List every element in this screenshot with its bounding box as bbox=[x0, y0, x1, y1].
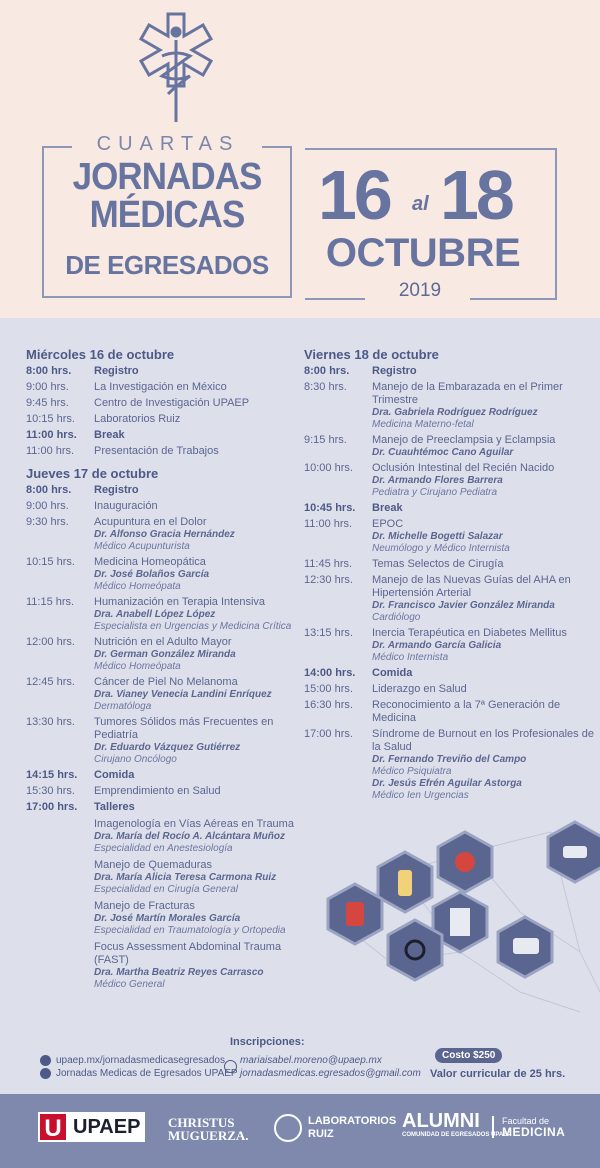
event-details bbox=[94, 413, 301, 426]
event-time: 13:15 hrs. bbox=[304, 627, 353, 639]
day1-events bbox=[26, 365, 301, 458]
event-speaker-role: Dermatóloga bbox=[94, 701, 152, 712]
upaep-logo bbox=[38, 1112, 145, 1142]
hex-stethoscope bbox=[388, 920, 442, 980]
event-time: 14:15 hrs. bbox=[26, 769, 78, 781]
taller-speaker-role: Especialidad en Traumatología y Ortopedia bbox=[94, 925, 286, 936]
event-title: Liderazgo en Salud bbox=[372, 683, 467, 695]
laboratorios-ruiz-logo bbox=[274, 1114, 396, 1142]
event-details bbox=[94, 397, 301, 410]
schedule-right-column bbox=[304, 345, 594, 805]
event-title: Registro bbox=[372, 365, 417, 377]
taller-title: Focus Assessment Abdominal Trauma (FAST) bbox=[94, 941, 282, 966]
taller-speaker: Dr. José Martín Morales García bbox=[94, 913, 241, 924]
web-links bbox=[40, 1054, 238, 1080]
schedule-item bbox=[304, 518, 594, 555]
event-details bbox=[372, 381, 594, 431]
cost-badge: Costo $250 bbox=[435, 1048, 502, 1063]
medical-hexagon-graphic bbox=[320, 812, 600, 1052]
event-time: 12:30 hrs. bbox=[304, 574, 353, 586]
registration-label: Inscripciones: bbox=[230, 1036, 305, 1048]
event-title: Nutrición en el Adulto Mayor bbox=[94, 636, 232, 648]
facebook-text: Jornadas Medicas de Egresados UPAEP bbox=[56, 1068, 238, 1079]
event-title: Centro de Investigación UPAEP bbox=[94, 397, 250, 409]
event-time: 9:00 hrs. bbox=[26, 381, 69, 393]
schedule-item bbox=[304, 699, 594, 725]
event-month: OCTUBRE bbox=[325, 231, 521, 275]
schedule-item bbox=[26, 381, 301, 394]
event-title bbox=[59, 158, 274, 234]
taller-title: Imagenología en Vías Aéreas en Trauma bbox=[94, 818, 294, 830]
event-speaker: Dra. Anabell López López bbox=[94, 609, 216, 620]
event-details bbox=[372, 365, 594, 378]
schedule-item bbox=[26, 429, 301, 442]
caduceus-star-of-life-icon bbox=[128, 10, 224, 122]
schedule-item bbox=[26, 516, 301, 553]
taller-item bbox=[94, 941, 301, 991]
event-details bbox=[372, 462, 594, 499]
event-details bbox=[94, 484, 301, 497]
taller-item bbox=[94, 859, 301, 896]
event-time: 17:00 hrs. bbox=[26, 801, 78, 813]
event-details bbox=[94, 381, 301, 394]
event-speaker: Dra. Vianey Venecia Landini Enríquez bbox=[94, 689, 272, 700]
event-speaker-role: Médico Ien Urgencias bbox=[372, 790, 469, 801]
event-title: Oclusión Intestinal del Recién Nacido bbox=[372, 462, 555, 474]
day3-events bbox=[304, 365, 594, 802]
lab-line-1: LABORATORIOS bbox=[308, 1115, 397, 1127]
event-title: Medicina Homeopática bbox=[94, 556, 206, 568]
event-details bbox=[372, 518, 594, 555]
schedule-item bbox=[304, 683, 594, 696]
event-time: 9:45 hrs. bbox=[26, 397, 69, 409]
schedule-item bbox=[304, 574, 594, 624]
event-title: Comida bbox=[94, 769, 135, 781]
event-speaker-role: Especialista en Urgencias y Medicina Crítica bbox=[94, 621, 292, 632]
event-details bbox=[94, 769, 301, 782]
schedule-item bbox=[26, 397, 301, 410]
event-time: 13:30 hrs. bbox=[26, 716, 75, 728]
date-connector: al bbox=[412, 193, 429, 215]
event-speaker-role: Médico Psiquiatra bbox=[372, 766, 452, 777]
christus-muguerza-logo bbox=[168, 1116, 249, 1142]
event-title: Manejo de Preeclampsia y Eclampsia bbox=[372, 434, 556, 446]
schedule-left-column bbox=[26, 345, 301, 995]
event-time: 11:00 hrs. bbox=[304, 518, 353, 530]
event-details bbox=[372, 667, 594, 680]
event-details bbox=[94, 785, 301, 798]
schedule-item bbox=[304, 434, 594, 459]
taller-speaker-role: Especialidad en Cirugía General bbox=[94, 884, 238, 895]
event-speaker-role: Pediatra y Cirujano Pediatra bbox=[372, 487, 498, 498]
taller-item bbox=[94, 818, 301, 855]
event-speaker: Dr. Alfonso Gracia Hernández bbox=[94, 529, 235, 540]
edition-label: CUARTAS bbox=[96, 133, 240, 155]
day-heading-friday: Viernes 18 de octubre bbox=[304, 347, 439, 362]
christus-line-2: MUGUERZA. bbox=[168, 1128, 249, 1143]
registration-info bbox=[40, 1036, 580, 1086]
event-time: 15:00 hrs. bbox=[304, 683, 353, 695]
event-time: 12:45 hrs. bbox=[26, 676, 75, 688]
email-link-1[interactable]: mariaisabel.moreno@upaep.mx bbox=[240, 1055, 382, 1066]
event-speaker-role: Neumólogo y Médico Internista bbox=[372, 543, 510, 554]
taller-speaker: Dra. María Alicia Teresa Carmona Ruiz bbox=[94, 872, 277, 883]
event-title: Reconocimiento a la 7ª Generación de Medicina bbox=[372, 699, 561, 724]
lab-circle-icon bbox=[274, 1114, 302, 1142]
event-details bbox=[94, 556, 301, 593]
day-heading-wednesday: Miércoles 16 de octubre bbox=[26, 347, 175, 362]
taller-item bbox=[94, 900, 301, 937]
event-time: 12:00 hrs. bbox=[26, 636, 75, 648]
schedule-item bbox=[304, 462, 594, 499]
event-title: La Investigación en México bbox=[94, 381, 227, 393]
facultad-label: Facultad de bbox=[502, 1116, 550, 1126]
event-time: 10:00 hrs. bbox=[304, 462, 353, 474]
event-details bbox=[94, 596, 301, 633]
talleres-list bbox=[94, 818, 301, 991]
event-speaker: Dr. Jesús Efrén Aguilar Astorga bbox=[372, 778, 522, 789]
schedule-item bbox=[304, 381, 594, 431]
day2-events bbox=[26, 484, 301, 814]
taller-speaker-role: Especialidad en Anestesiología bbox=[94, 843, 233, 854]
event-details bbox=[372, 627, 594, 664]
event-title: Acupuntura en el Dolor bbox=[94, 516, 207, 528]
header-banner bbox=[0, 0, 600, 318]
lab-line-2: RUIZ bbox=[308, 1128, 334, 1140]
schedule-item bbox=[304, 667, 594, 680]
event-speaker: Dr. Armando Flores Barrera bbox=[372, 475, 503, 486]
event-details bbox=[94, 516, 301, 553]
schedule-item bbox=[304, 627, 594, 664]
event-time: 9:30 hrs. bbox=[26, 516, 69, 528]
event-title: Emprendimiento en Salud bbox=[94, 785, 221, 797]
event-time: 8:00 hrs. bbox=[26, 484, 72, 496]
event-details bbox=[372, 728, 594, 802]
event-title: Comida bbox=[372, 667, 413, 679]
event-time: 10:15 hrs. bbox=[26, 413, 75, 425]
event-title: Temas Selectos de Cirugía bbox=[372, 558, 504, 570]
event-details bbox=[372, 434, 594, 459]
event-speaker-role: Medicina Materno-fetal bbox=[372, 419, 474, 430]
event-details bbox=[94, 500, 301, 513]
alumni-name: ALUMNI bbox=[402, 1110, 480, 1132]
event-time: 16:30 hrs. bbox=[304, 699, 353, 711]
event-time: 17:00 hrs. bbox=[304, 728, 353, 740]
event-time: 8:30 hrs. bbox=[304, 381, 347, 393]
frame-line bbox=[305, 298, 365, 300]
schedule-item bbox=[26, 676, 301, 713]
schedule-item bbox=[26, 596, 301, 633]
event-details bbox=[94, 636, 301, 673]
website-link[interactable] bbox=[40, 1054, 238, 1067]
frame-line bbox=[470, 298, 557, 300]
event-time: 9:00 hrs. bbox=[26, 500, 69, 512]
schedule-item bbox=[26, 785, 301, 798]
day-heading-thursday: Jueves 17 de octubre bbox=[26, 466, 159, 481]
event-title: Manejo de la Embarazada en el Primer Trimestre bbox=[372, 381, 563, 406]
event-title: Cáncer de Piel No Melanoma bbox=[94, 676, 238, 688]
alumni-subtitle: COMUNIDAD DE EGRESADOS UPAEP bbox=[402, 1132, 512, 1138]
event-details bbox=[372, 574, 594, 624]
website-text: upaep.mx/jornadasmedicasegresados bbox=[56, 1055, 225, 1066]
event-details bbox=[372, 502, 594, 515]
event-time: 8:00 hrs. bbox=[26, 365, 72, 377]
event-title: Registro bbox=[94, 365, 139, 377]
globe-icon bbox=[40, 1055, 51, 1066]
event-details bbox=[372, 683, 594, 696]
event-speaker: Dr. Francisco Javier González Miranda bbox=[372, 600, 555, 611]
event-title: Break bbox=[372, 502, 403, 514]
taller-title: Manejo de Quemaduras bbox=[94, 859, 213, 871]
event-time: 14:00 hrs. bbox=[304, 667, 356, 679]
event-title: Registro bbox=[94, 484, 139, 496]
schedule-item bbox=[26, 556, 301, 593]
event-title: Talleres bbox=[94, 801, 135, 813]
start-day: 16 bbox=[318, 156, 390, 234]
schedule-item bbox=[26, 636, 301, 673]
facebook-icon bbox=[40, 1068, 51, 1079]
event-year: 2019 bbox=[398, 280, 442, 301]
event-speaker: Dra. Gabriela Rodríguez Rodríguez bbox=[372, 407, 538, 418]
event-speaker-role: Médico Acupunturista bbox=[94, 541, 190, 552]
event-time: 15:30 hrs. bbox=[26, 785, 75, 797]
event-title: Break bbox=[94, 429, 125, 441]
event-speaker-role: Médico Internista bbox=[372, 652, 449, 663]
schedule-item bbox=[304, 558, 594, 571]
email-icon bbox=[224, 1060, 237, 1073]
event-speaker: Dr. German González Miranda bbox=[94, 649, 236, 660]
event-speaker: Dr. Michelle Bogetti Salazar bbox=[372, 531, 503, 542]
email-links bbox=[240, 1054, 421, 1080]
event-speaker: Dr. Eduardo Vázquez Gutiérrez bbox=[94, 742, 241, 753]
event-speaker: Dr. Armando García Galicia bbox=[372, 640, 502, 651]
christus-line-1: CHRISTUS bbox=[168, 1115, 235, 1130]
event-title: Laboratorios Ruiz bbox=[94, 413, 181, 425]
event-time: 11:00 hrs. bbox=[26, 429, 77, 441]
event-details bbox=[94, 716, 301, 766]
taller-title: Manejo de Fracturas bbox=[94, 900, 195, 912]
event-title: Humanización en Terapia Intensiva bbox=[94, 596, 266, 608]
event-speaker-role: Cirujano Oncólogo bbox=[94, 754, 177, 765]
title-line-1: JORNADAS bbox=[72, 156, 262, 198]
title-line-2: MÉDICAS bbox=[89, 194, 245, 236]
event-details bbox=[94, 365, 301, 378]
event-time: 9:15 hrs. bbox=[304, 434, 347, 446]
schedule-item bbox=[26, 801, 301, 814]
schedule-item bbox=[26, 365, 301, 378]
taller-speaker: Dra. María del Rocío A. Alcántara Muñoz bbox=[94, 831, 285, 842]
title-line-3: DE EGRESADOS bbox=[65, 250, 269, 280]
email-link-2[interactable]: jornadasmedicas.egresados@gmail.com bbox=[240, 1068, 421, 1079]
event-details bbox=[372, 699, 594, 725]
sponsor-logo-bar bbox=[0, 1094, 600, 1168]
event-title: Tumores Sólidos más Frecuentes en Pediatría bbox=[94, 716, 274, 741]
schedule-item bbox=[26, 413, 301, 426]
event-time: 11:15 hrs. bbox=[26, 596, 75, 608]
event-details bbox=[94, 445, 301, 458]
medicina-label: MEDICINA bbox=[502, 1125, 566, 1139]
event-title: Inercia Terapéutica en Diabetes Mellitus bbox=[372, 627, 567, 639]
schedule-item bbox=[26, 484, 301, 497]
event-details bbox=[94, 801, 301, 814]
upaep-name: UPAEP bbox=[68, 1112, 145, 1142]
schedule-item bbox=[26, 769, 301, 782]
curricular-value: Valor curricular de 25 hrs. bbox=[430, 1068, 566, 1080]
event-title: Presentación de Trabajos bbox=[94, 445, 219, 457]
upaep-mark: U bbox=[38, 1112, 68, 1142]
event-details bbox=[372, 558, 594, 571]
event-time: 11:00 hrs. bbox=[26, 445, 75, 457]
schedule-item bbox=[26, 716, 301, 766]
schedule-item bbox=[304, 365, 594, 378]
schedule-item bbox=[26, 500, 301, 513]
taller-speaker-role: Médico General bbox=[94, 979, 165, 990]
event-time: 11:45 hrs. bbox=[304, 558, 353, 570]
event-speaker: Dr. José Bolaños García bbox=[94, 569, 210, 580]
facebook-link[interactable] bbox=[40, 1067, 238, 1080]
event-speaker: Dr. Cuauhtémoc Cano Aguilar bbox=[372, 447, 514, 458]
end-day: 18 bbox=[440, 156, 512, 234]
event-speaker-role: Cardiólogo bbox=[372, 612, 421, 623]
event-details bbox=[94, 676, 301, 713]
event-speaker-role: Médico Homeópata bbox=[94, 661, 181, 672]
schedule-item bbox=[26, 445, 301, 458]
facultad-medicina-logo bbox=[492, 1116, 565, 1138]
event-speaker: Dr. Fernando Treviño del Campo bbox=[372, 754, 527, 765]
schedule-item bbox=[304, 728, 594, 802]
event-title: Manejo de las Nuevas Guías del AHA en Hipertensión Arterial bbox=[372, 574, 571, 599]
schedule-item bbox=[304, 502, 594, 515]
event-speaker-role: Médico Homeópata bbox=[94, 581, 181, 592]
taller-speaker: Dra. Martha Beatriz Reyes Carrasco bbox=[94, 967, 264, 978]
event-title: EPOC bbox=[372, 518, 404, 530]
event-time: 10:15 hrs. bbox=[26, 556, 75, 568]
event-title: Síndrome de Burnout en los Profesionales de la Salud bbox=[372, 728, 594, 753]
event-title: Inauguración bbox=[94, 500, 158, 512]
event-details bbox=[94, 429, 301, 442]
event-time: 8:00 hrs. bbox=[304, 365, 350, 377]
event-time: 10:45 hrs. bbox=[304, 502, 356, 514]
